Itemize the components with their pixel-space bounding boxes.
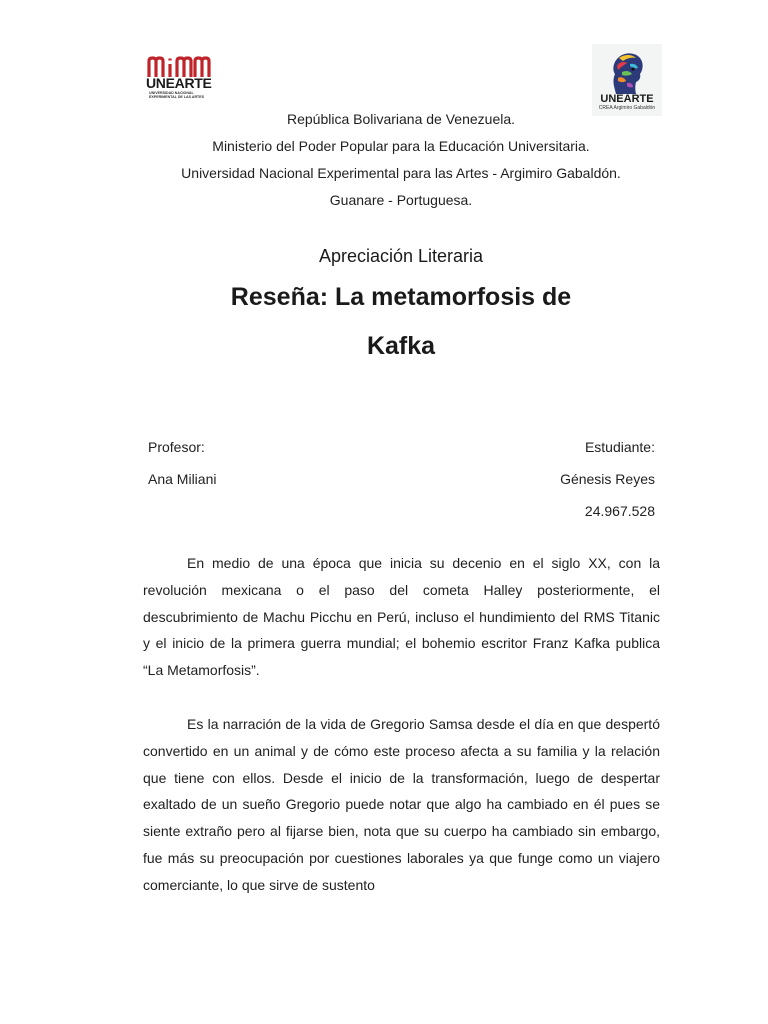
professor-name: Ana Miliani [148, 471, 217, 487]
student-name: Génesis Reyes [560, 471, 655, 487]
student-id: 24.967.528 [584, 503, 655, 519]
unearte-logo-right [592, 44, 662, 116]
header-line-city: Guanare - Portuguesa. [329, 192, 473, 208]
header-line-country: República Bolivariana de Venezuela. [286, 111, 516, 127]
document-title-line-2: Kafka [366, 332, 436, 360]
student-label: Estudiante: [584, 439, 655, 455]
professor-label: Profesor: [148, 439, 205, 455]
profile-head-icon [602, 48, 652, 96]
logo-left-title: UNEARTE [146, 75, 212, 91]
logo-left-subtitle: UNIVERSIDAD NACIONAL EXPERIMENTAL DE LAS ARTES [149, 91, 205, 99]
header-line-ministry: Ministerio del Poder Popular para la Educación Universitaria. [212, 138, 590, 154]
logo-right-title: UNEARTE [600, 93, 654, 105]
unearte-logo-left [146, 56, 216, 104]
subject-title: Apreciación Literaria [318, 246, 484, 266]
document-title-line-1: Reseña: La metamorfosis de [230, 283, 572, 311]
body-paragraph-1: En medio de una época que inicia su decenio en el siglo XX, con la revolución mexicana o el paso del cometa Halley posteriormente, el descubrimiento de Machu Picchu en Perú, incluso el hundimiento del RMS Titanic y el inicio de la primera guerra mundial; el bohemio escritor Franz Kafka publica “La Metamorfosis”. [143, 555, 660, 679]
header-line-university: Universidad Nacional Experimental para las Artes - Argimiro Gabaldón. [181, 165, 621, 181]
body-paragraph-2: Es la narración de la vida de Gregorio Samsa desde el día en que despertó convertido en un animal y de cómo este proceso afecta a su familia y la relación que tiene con ellos. Desde el inicio de la transformación, luego de despertar exaltado de un sueño Gregorio puede notar que algo ha cambiado en él pues se siente extraño pero al fijarse bien, nota que su cuerpo ha cambiado sin embargo, fue más su preocupación por cuestiones laborales ya que funge como un viajero comerciante, lo que sirve de sustento [143, 716, 660, 893]
logo-right-subtitle: CREA Argimiro Gabaldón [598, 105, 656, 111]
